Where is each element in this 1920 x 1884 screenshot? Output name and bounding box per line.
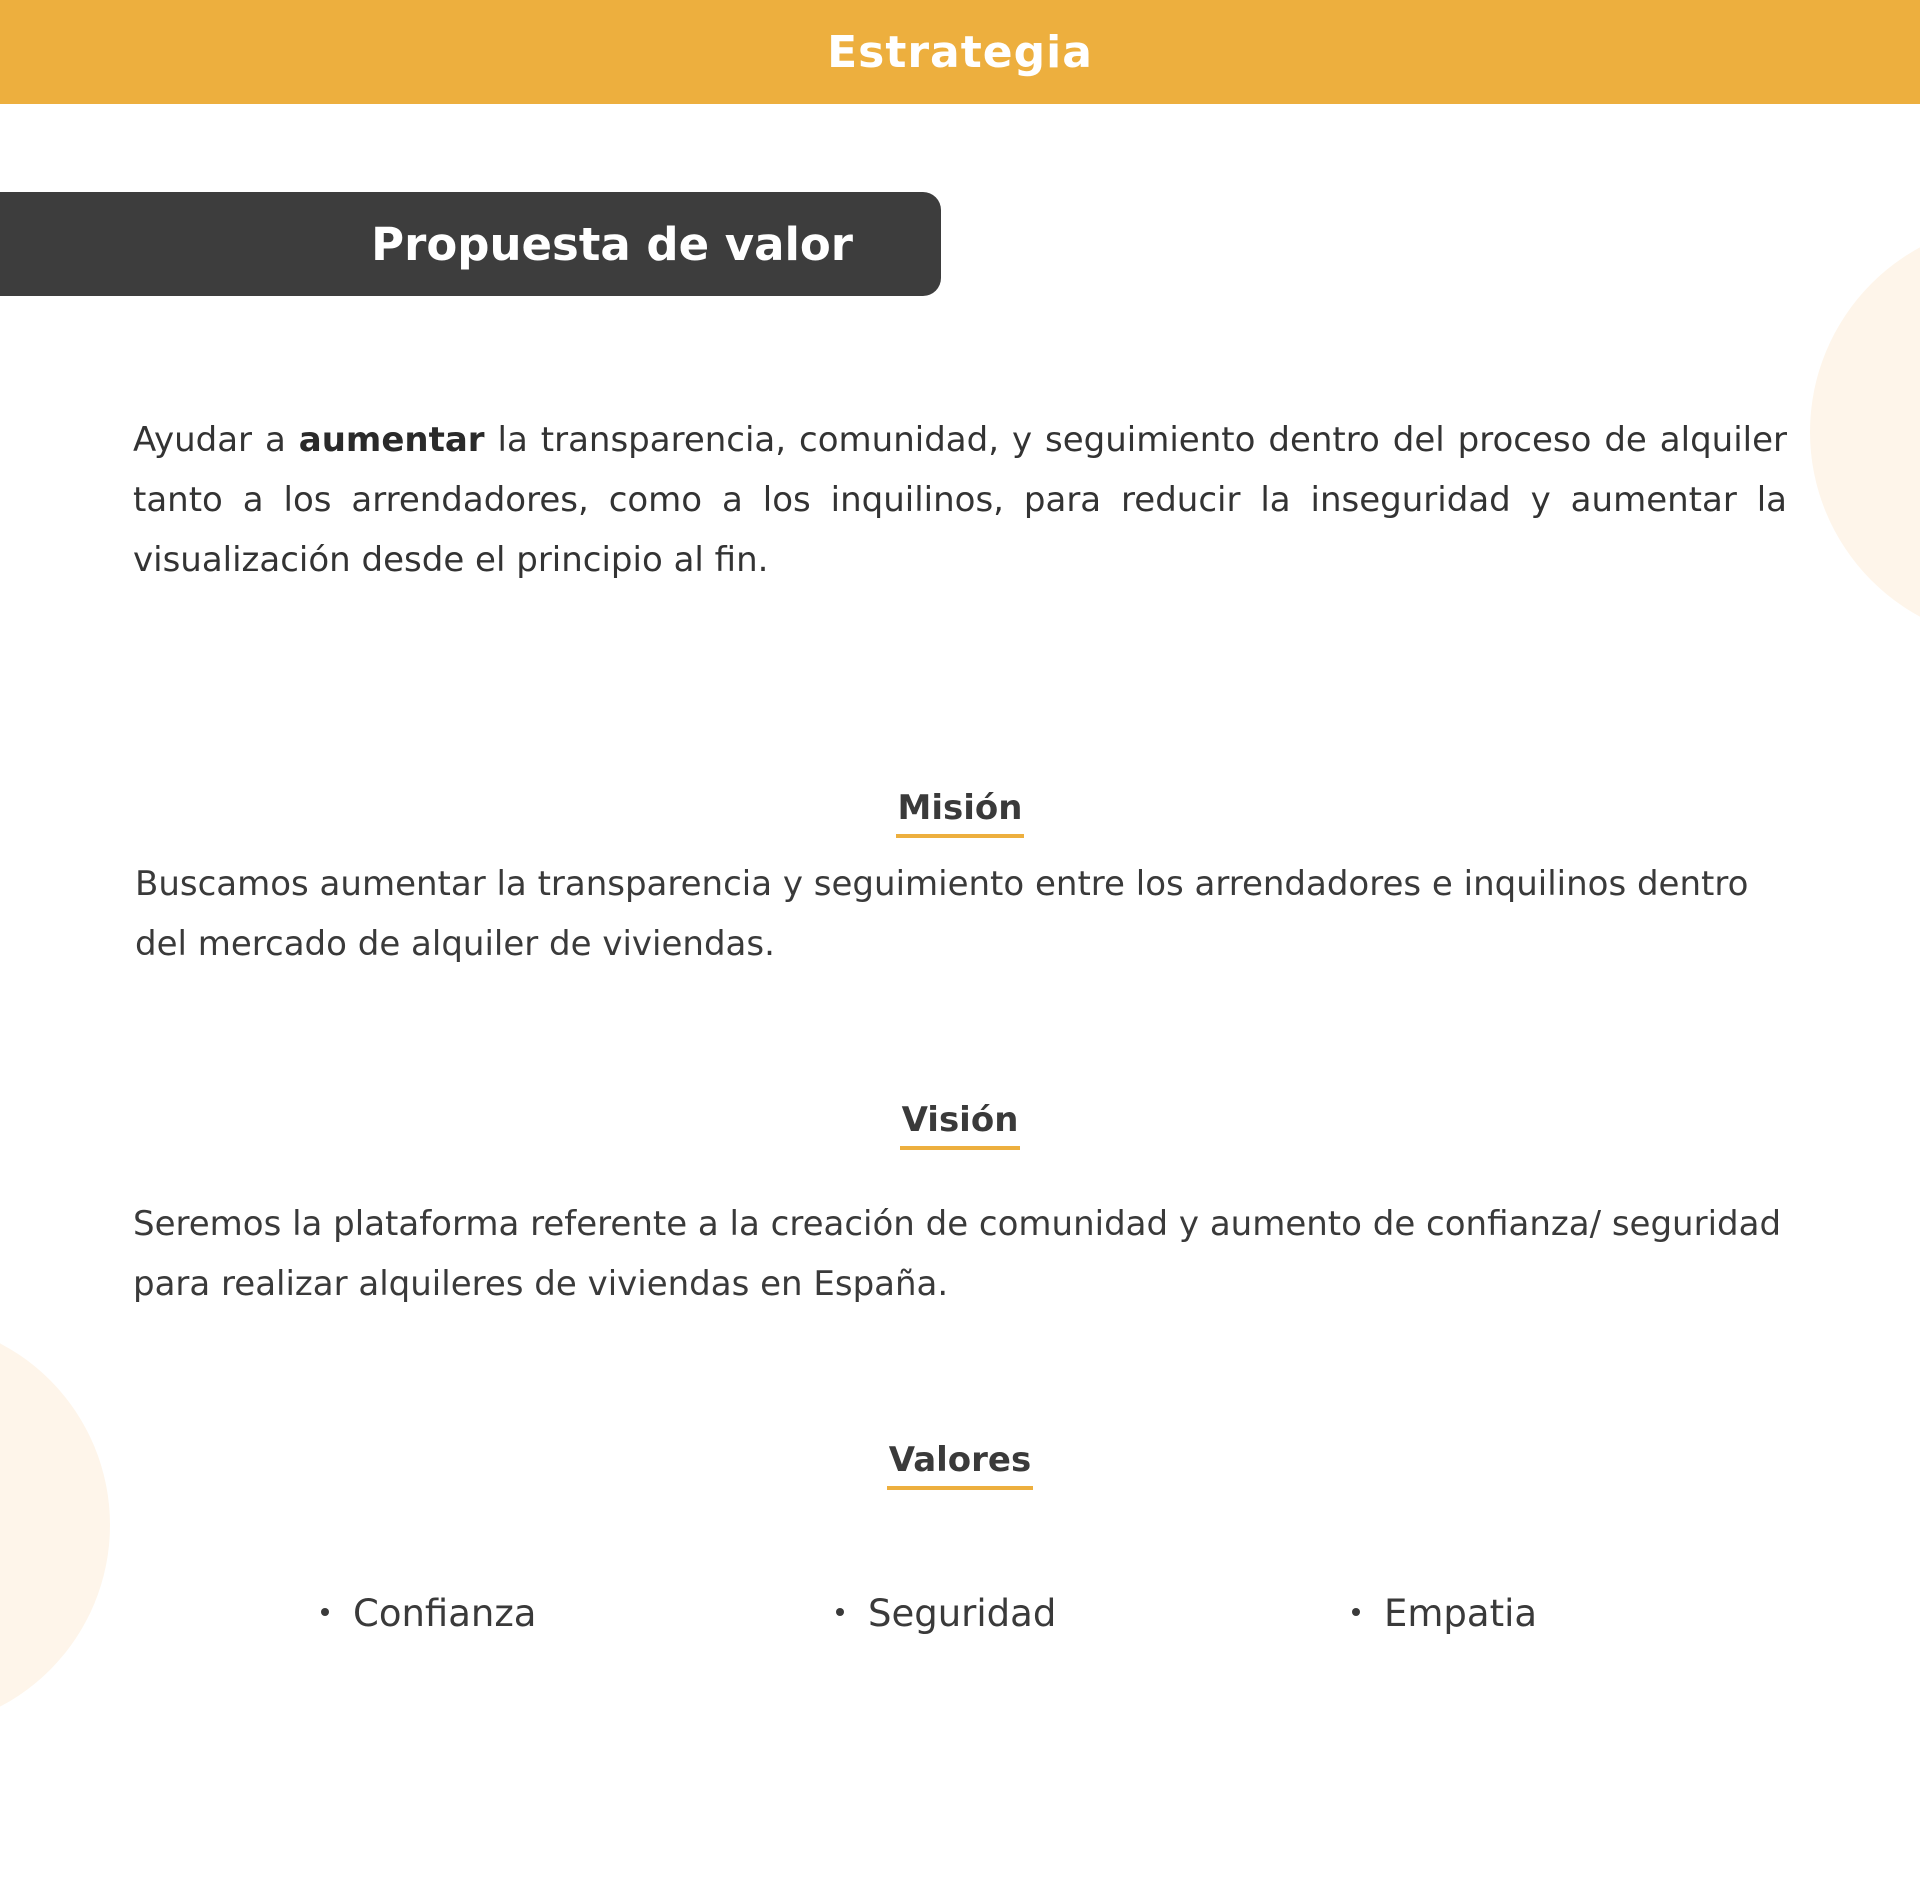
value-label: Empatia bbox=[1384, 1592, 1538, 1635]
value-proposition-text bbox=[133, 410, 1787, 590]
mision-heading-label: Misión bbox=[896, 786, 1025, 838]
value-label: Confianza bbox=[353, 1592, 537, 1635]
value-proposition-rest: la transparencia, comunidad, y seguimiento dentro del proceso de alquiler tanto a los arrendadores, como a los inquilinos, para reducir la inseguridad y aumentar la visualización desde el principio al fin. bbox=[133, 420, 1787, 580]
vision-heading bbox=[0, 1098, 1920, 1150]
list-item bbox=[321, 1584, 536, 1644]
mision-heading bbox=[0, 786, 1920, 838]
valores-heading-label: Valores bbox=[887, 1438, 1033, 1490]
page-title: Estrategia bbox=[827, 26, 1093, 78]
bullet-icon bbox=[1352, 1608, 1360, 1616]
decorative-circle-left bbox=[0, 1320, 110, 1730]
valores-heading bbox=[0, 1438, 1920, 1490]
section-title-banner bbox=[0, 192, 941, 296]
value-proposition-emphasis: aumentar bbox=[298, 420, 485, 460]
list-item bbox=[1352, 1584, 1537, 1644]
bullet-icon bbox=[321, 1608, 329, 1616]
mision-text: Buscamos aumentar la transparencia y seguimiento entre los arrendadores e inquilinos dentro del mercado de alquiler de viviendas. bbox=[135, 864, 1749, 964]
decorative-circle-right bbox=[1810, 222, 1920, 642]
top-header-bar bbox=[0, 0, 1920, 104]
section-title: Propuesta de valor bbox=[371, 217, 853, 271]
value-label: Seguridad bbox=[868, 1592, 1057, 1635]
vision-heading-label: Visión bbox=[900, 1098, 1021, 1150]
bullet-icon bbox=[836, 1608, 844, 1616]
list-item bbox=[836, 1584, 1056, 1644]
vision-text: Seremos la plataforma referente a la creación de comunidad y aumento de confianza/ seguridad para realizar alquileres de viviendas en España. bbox=[133, 1204, 1782, 1304]
value-proposition-start: Ayudar a bbox=[133, 420, 299, 460]
